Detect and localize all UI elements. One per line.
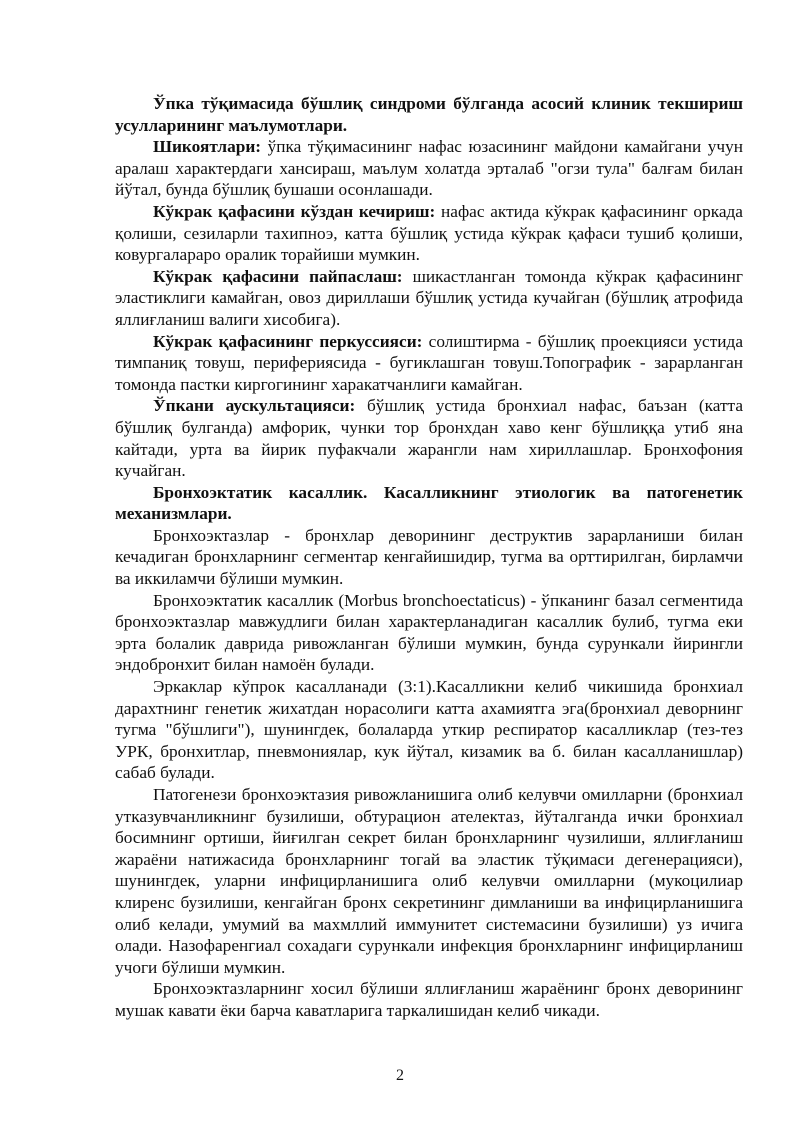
- paragraph-text: бўшлиқ устида бронхиал нафас, баъзан (катта бўшлиқ булганда) амфорик, чунки тор бронхдан хаво кенг бўшлиққа утиб яна кайтади, урта ва йирик пуфакчали жарангли нам хириллашлар. Бронхофония кучайган.: [115, 396, 743, 481]
- paragraph-palpation: [115, 266, 743, 331]
- paragraph-label: Кўкрак қафасининг перкуссияси:: [153, 331, 423, 351]
- paragraph-formation: Бронхоэктазларнинг хосил бўлиши яллиғланиш жараёнинг бронх деворининг мушак кавати ёки барча каватларига таркалишидан келиб чикади.: [115, 979, 743, 1020]
- paragraph-auscultation: [115, 395, 743, 481]
- paragraph-complaints: [115, 136, 743, 201]
- paragraph-etiology: Эркаклар кўпрок касалланади (3:1).Касалликни келиб чикишида бронхиал дарахтнинг генетик жихатдан норасолиги катта ахамиятга эга(бронхиал девoрнинг тугма "бўшлиги"), шунингдек, болаларда уткир респиратор касалликлар (тез-тез УРК, бронхитлар, пневмониялар, кук йўтал, кизамик ва б. билан касалланишлар) сабаб булади.: [115, 677, 743, 783]
- paragraph-label: Шикоятлари:: [153, 137, 262, 157]
- paragraph-label: Кўкрак қафасини кўздан кечириш:: [153, 201, 436, 221]
- paragraph-disease-description: Бронхоэктатик касаллик (Morbus bronchoectaticus) - ўпканинг базал сегментида бронхоэктазлар мавжудлиги билан характерланадиган касаллик булиб, тугма еки эрта болалик даврида ривожланган бўлиши мумкин, бунда сурункали йирингли эндобронхит билан намоён булади.: [115, 590, 743, 675]
- paragraph-pathogenesis: Патогенези бронхоэктазия ривожланишига олиб келувчи омилларни (бронхиал утказувчанликнинг бузилиши, обтурацион ателектаз, йўталганда ички бронхиал босимнинг ортиши, йиғилган секрет билан бронхларнинг чузилиши, яллиғланиш жараёни натижасида бронхларнинг тогай ва эластик тўқимаси дегенерацияси), шунингдек, уларни инфицирланишига олиб келувчи омилларни (мукоцилиар клиренс бузилиши, кенгайган бронх секретининг димланиши ва инфицирланишига олиб келади, умумий ва махмллий иммунитет системасини бузилиши) уз ичига олади. Назофаренгиал сохадаги сурункали инфекция бронхларнинг инфицирланиш учоги бўлиши мумкин.: [115, 785, 743, 977]
- paragraph-label: Ўпкани аускультацияси:: [153, 396, 356, 416]
- page-number: 2: [396, 1067, 404, 1084]
- paragraph-text: нафас актида кўкрак қафасининг оркада қолиши, сезиларли тахипноэ, катта бўшлиқ устида кўкрак қафаси тушиб қолиши, ковургаларaро оралик торайиши мумкин.: [115, 201, 743, 265]
- document-page: [115, 93, 743, 1022]
- section-heading-cavity-syndrome: Ўпка тўқимасида бўшлиқ синдроми бўлганда асосий клиник текшириш усулларининг маълумотлари.: [115, 94, 743, 135]
- paragraph-percussion: [115, 331, 743, 396]
- paragraph-text: ўпка тўқимасининг нафас юзасининг майдони камайгани учун аралаш характердаги хансираш, маълум холатда эрталаб "огзи тула" балғам билан йўтал, бунда бўшлиқ бушаши осонлашади.: [115, 137, 743, 200]
- paragraph-definition: Бронхоэктазлар - бронхлар деворининг деструктив зарарланиши билан кечадиган бронхларнинг сегментар кенгайишидир, тугма ва орттирилган, бирламчи ва иккиламчи бўлиши мумкин.: [115, 525, 743, 589]
- paragraph-text: шикастланган томонда кўкрак қафасининг эластиклиги камайган, овоз дириллаши бўшлиқ устида кучайган (бўшлиқ атрофида яллиғланиш валиги хисобига).: [115, 266, 744, 329]
- paragraph-text: солиштирма - бўшлиқ проекцияси устида тимпаниқ товуш, периферияcида - бугиклашган товуш.Топографик - зарарланган томонда пастки киргогининг харакатчанлиги камайган.: [115, 331, 743, 394]
- paragraph-inspection: [115, 201, 743, 266]
- paragraph-label: Кўкрак қафасини пайпаслаш:: [153, 266, 403, 286]
- section-heading-bronchiectasis: Бронхоэктатик касаллик. Касалликнинг этиологик ва патогенетик механизмлари.: [115, 482, 743, 524]
